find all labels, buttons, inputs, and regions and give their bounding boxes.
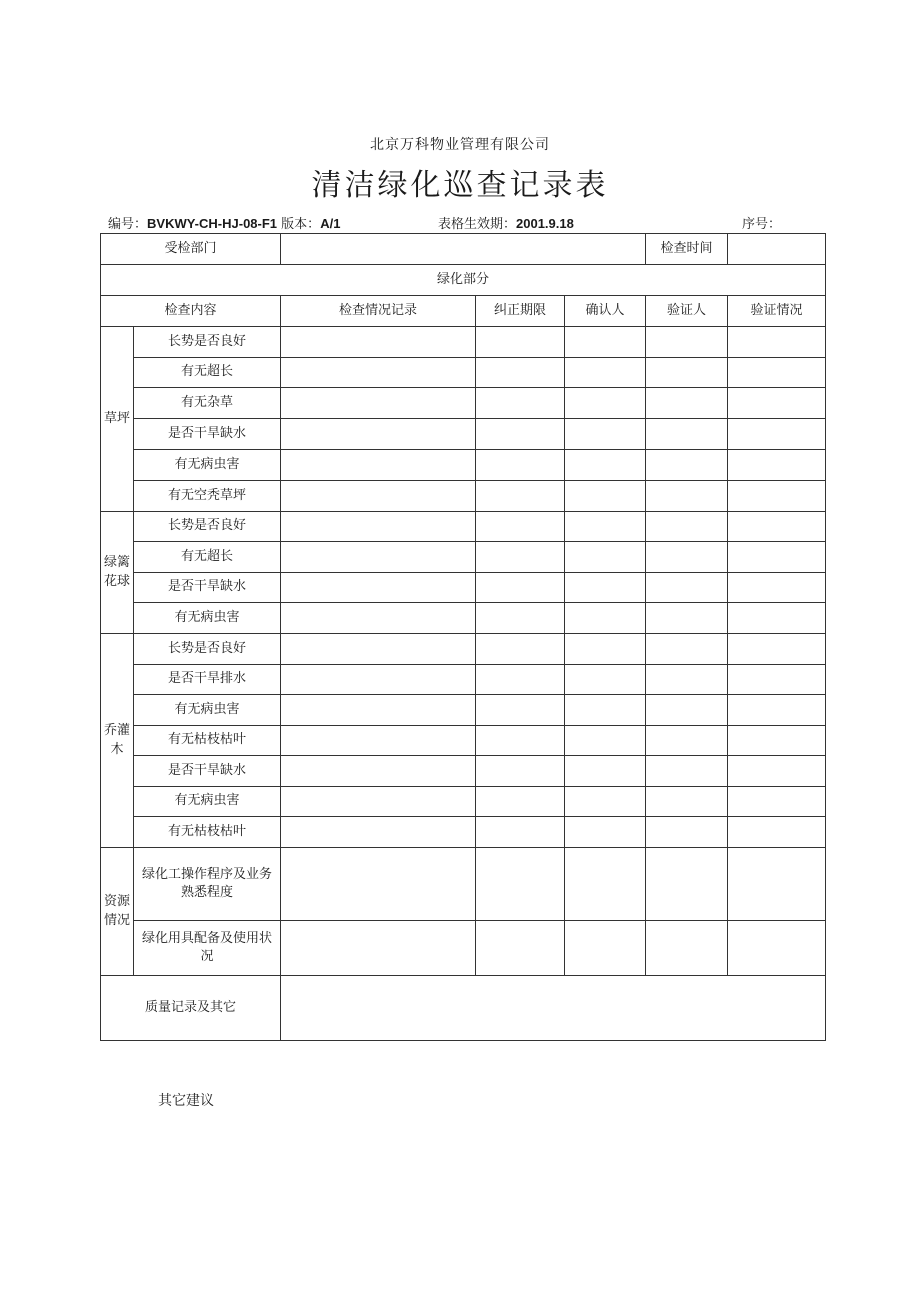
group-label: 乔灌木 [101,634,134,848]
effective-date-value: 2001.9.18 [516,216,574,231]
check-item: 有无超长 [134,358,281,388]
table-row [101,817,826,848]
check-item: 是否干旱缺水 [134,756,281,787]
entry-cell[interactable] [565,573,646,603]
check-item: 有无病虫害 [134,695,281,726]
company-name: 北京万科物业管理有限公司 [370,137,550,153]
entry-cell[interactable] [565,450,646,481]
quality-label: 质量记录及其它 [101,976,281,1041]
entry-cell[interactable] [728,327,826,358]
entry-cell[interactable] [646,450,728,481]
entry-cell[interactable] [565,388,646,419]
check-item: 是否干旱缺水 [134,573,281,603]
form-code-label: 编号： [108,217,148,232]
entry-cell[interactable] [646,787,728,817]
entry-cell[interactable] [728,512,826,542]
entry-cell[interactable] [476,481,565,512]
table-row [101,665,826,695]
table-row [101,726,826,756]
entry-cell[interactable] [476,419,565,450]
table-row [101,603,826,634]
entry-cell[interactable] [728,695,826,726]
effective-date-label: 表格生效期： [438,217,517,232]
quality-input[interactable] [281,976,826,1041]
table-row [101,695,826,726]
entry-cell[interactable] [476,512,565,542]
entry-cell[interactable] [281,481,476,512]
entry-cell[interactable] [281,665,476,695]
entry-cell[interactable] [476,848,565,921]
entry-cell[interactable] [281,388,476,419]
entry-cell[interactable] [565,787,646,817]
entry-cell[interactable] [281,695,476,726]
form-code-value: BVKWY-CH-HJ-08-F1 [147,216,278,231]
check-item: 长势是否良好 [134,512,281,542]
entry-cell[interactable] [281,327,476,358]
table-row [101,634,826,665]
entry-cell[interactable] [728,481,826,512]
table-row [101,512,826,542]
entry-cell[interactable] [728,542,826,573]
entry-cell[interactable] [728,787,826,817]
entry-cell[interactable] [281,787,476,817]
entry-cell[interactable] [281,419,476,450]
entry-cell[interactable] [281,603,476,634]
serial-number [742,213,781,232]
entry-cell[interactable] [646,695,728,726]
entry-cell[interactable] [281,726,476,756]
column-header: 确认人 [565,296,646,327]
entry-cell[interactable] [646,921,728,976]
entry-cell[interactable] [281,450,476,481]
entry-cell[interactable] [728,921,826,976]
entry-cell[interactable] [646,327,728,358]
entry-cell[interactable] [646,756,728,787]
check-item: 是否干旱排水 [134,665,281,695]
table-row [101,756,826,787]
entry-cell[interactable] [476,542,565,573]
table-row [101,450,826,481]
entry-cell[interactable] [565,512,646,542]
check-item: 有无病虫害 [134,450,281,481]
section-title: 绿化部分 [101,265,826,296]
check-item: 有无杂草 [134,388,281,419]
entry-cell[interactable] [281,921,476,976]
inspection-time-label: 检查时间 [646,234,728,265]
version-label: 版本： [281,217,321,232]
entry-cell[interactable] [476,665,565,695]
column-header: 纠正期限 [476,296,565,327]
column-header: 检查内容 [101,296,281,327]
entry-cell[interactable] [476,817,565,848]
entry-cell[interactable] [646,542,728,573]
entry-cell[interactable] [728,358,826,388]
entry-cell[interactable] [646,848,728,921]
check-item: 绿化工操作程序及业务熟悉程度 [134,848,281,921]
group-label: 草坪 [101,327,134,512]
entry-cell[interactable] [728,573,826,603]
entry-cell[interactable] [728,817,826,848]
entry-cell[interactable] [281,817,476,848]
entry-cell[interactable] [281,756,476,787]
entry-cell[interactable] [281,634,476,665]
dept-label: 受检部门 [101,234,281,265]
entry-cell[interactable] [565,921,646,976]
table-row [101,481,826,512]
table-row [101,573,826,603]
entry-cell[interactable] [728,665,826,695]
entry-cell[interactable] [476,756,565,787]
column-header: 验证情况 [728,296,826,327]
entry-cell[interactable] [281,573,476,603]
section-row [101,265,826,296]
check-item: 有无枯枝枯叶 [134,817,281,848]
entry-cell[interactable] [565,665,646,695]
check-item: 有无空秃草坪 [134,481,281,512]
entry-cell[interactable] [565,358,646,388]
entry-cell[interactable] [646,634,728,665]
entry-cell[interactable] [565,603,646,634]
entry-cell[interactable] [646,512,728,542]
entry-cell[interactable] [476,921,565,976]
entry-cell[interactable] [476,726,565,756]
entry-cell[interactable] [476,603,565,634]
entry-cell[interactable] [728,634,826,665]
entry-cell[interactable] [728,450,826,481]
page-title: 清洁绿化巡查记录表 [311,168,609,203]
check-item: 是否干旱缺水 [134,419,281,450]
entry-cell[interactable] [565,817,646,848]
table-row [101,419,826,450]
entry-cell[interactable] [281,358,476,388]
entry-cell[interactable] [281,512,476,542]
entry-cell[interactable] [728,756,826,787]
dept-row [101,234,826,265]
entry-cell[interactable] [728,388,826,419]
entry-cell[interactable] [728,603,826,634]
check-item: 有无超长 [134,542,281,573]
entry-cell[interactable] [565,419,646,450]
entry-cell[interactable] [476,787,565,817]
entry-cell[interactable] [646,817,728,848]
effective-date [438,213,574,232]
check-item: 长势是否良好 [134,327,281,358]
entry-cell[interactable] [646,665,728,695]
table-row [101,388,826,419]
table-row [101,327,826,358]
entry-cell[interactable] [476,573,565,603]
entry-cell[interactable] [565,327,646,358]
column-header: 检查情况记录 [281,296,476,327]
inspection-table [100,233,826,1041]
entry-cell[interactable] [646,419,728,450]
entry-cell[interactable] [565,634,646,665]
entry-cell[interactable] [476,450,565,481]
other-suggestions-label: 其它建议 [158,1093,214,1109]
table-row [101,787,826,817]
group-label: 绿篱花球 [101,512,134,634]
check-item: 有无病虫害 [134,787,281,817]
table-row [101,921,826,976]
entry-cell[interactable] [646,573,728,603]
entry-cell[interactable] [281,542,476,573]
check-item: 绿化用具配备及使用状况 [134,921,281,976]
entry-cell[interactable] [565,756,646,787]
form-code [108,213,340,232]
column-header: 验证人 [646,296,728,327]
group-label: 资源情况 [101,848,134,976]
entry-cell[interactable] [476,388,565,419]
serial-number-label: 序号： [742,217,782,232]
entry-cell[interactable] [728,419,826,450]
entry-cell[interactable] [646,388,728,419]
inspection-time-input[interactable] [728,234,826,265]
table-row [101,542,826,573]
entry-cell[interactable] [646,603,728,634]
version-value: A/1 [320,216,341,231]
check-item: 长势是否良好 [134,634,281,665]
entry-cell[interactable] [476,358,565,388]
entry-cell[interactable] [476,634,565,665]
entry-cell[interactable] [565,542,646,573]
entry-cell[interactable] [646,481,728,512]
entry-cell[interactable] [565,481,646,512]
entry-cell[interactable] [476,695,565,726]
entry-cell[interactable] [281,848,476,921]
entry-cell[interactable] [728,726,826,756]
entry-cell[interactable] [565,848,646,921]
column-header-row [101,296,826,327]
entry-cell[interactable] [565,726,646,756]
entry-cell[interactable] [728,848,826,921]
table-row [101,848,826,921]
entry-cell[interactable] [476,327,565,358]
entry-cell[interactable] [646,358,728,388]
check-item: 有无病虫害 [134,603,281,634]
entry-cell[interactable] [646,726,728,756]
quality-row [101,976,826,1041]
entry-cell[interactable] [565,695,646,726]
table-row [101,358,826,388]
check-item: 有无枯枝枯叶 [134,726,281,756]
dept-input[interactable] [281,234,646,265]
